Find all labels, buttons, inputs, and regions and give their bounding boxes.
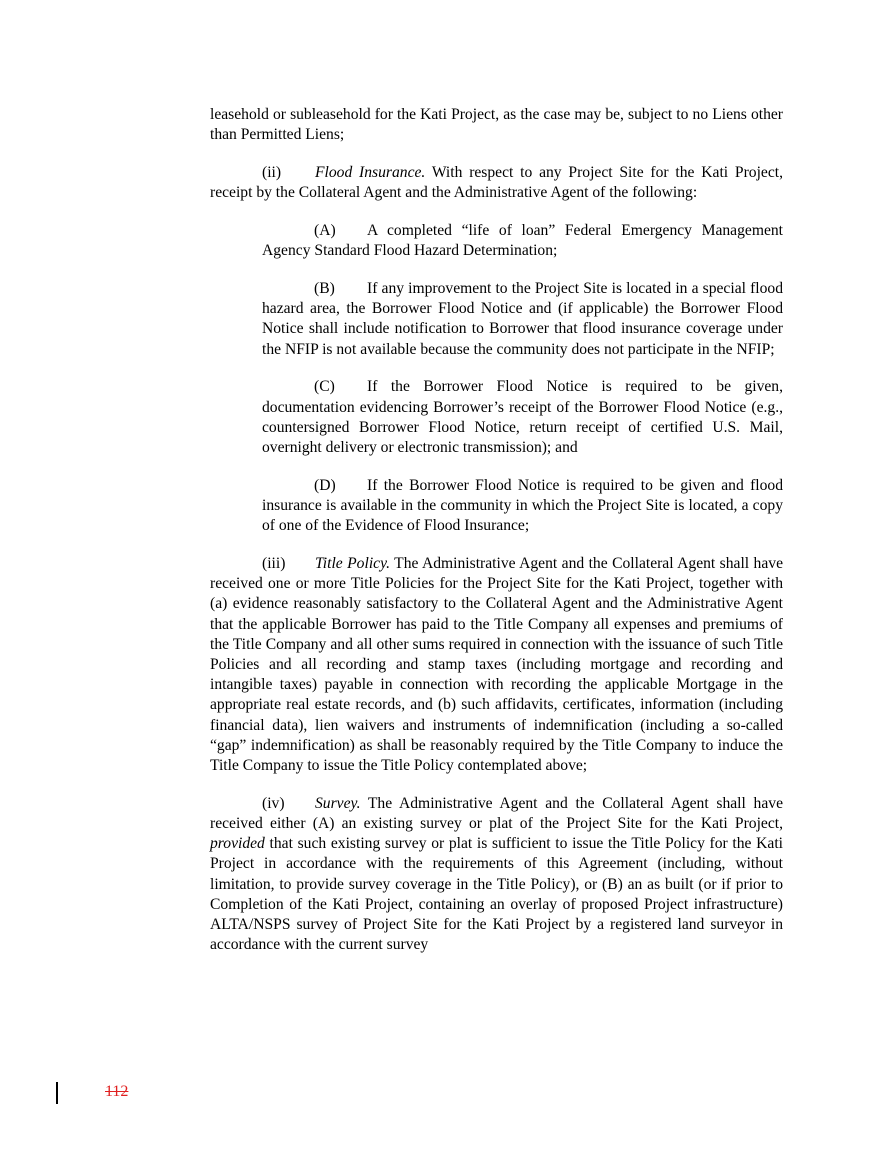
paragraph-A (262, 221, 783, 261)
document-body (210, 105, 783, 973)
enumerator-ii: (ii) (262, 164, 282, 181)
paragraph-D (262, 476, 783, 537)
paragraph-text: If any improvement to the Project Site is located in a special flood hazard area, the Borrower Flood Notice and (if applicable) the Borrower Flood Notice shall include notification to Borrower that flood insurance coverage under the NFIP is not available because the community does not participate in the NFIP; (262, 280, 783, 358)
enumerator-iv: (iv) (262, 794, 285, 812)
enumerator-D: (D) (314, 476, 336, 494)
paragraph-text: The Administrative Agent and the Collateral Agent shall have received either (A) an existing survey or plat of the Project Site for the Kati Project, (210, 794, 783, 833)
enumerator-A: (A) (314, 222, 336, 239)
paragraph-text: The Administrative Agent and the Collateral Agent shall have received one or more Title Policies for the Project Site for the Kati Project, together with (a) evidence reasonably satisfactory to the Collateral Agent and the Administrative Agent that the applicable Borrower has paid to the Title Company all expenses and premiums of the Title Company and all other sums required in connection with the issuance of such Title Policies and all recording and stamp taxes (including mortgage and recording and intangible taxes) payable in connection with recording the applicable Mortgage in the appropriate real estate records, and (b) such affidavits, certificates, information (including financial data), lien waivers and instruments of indemnification (including a so-called “gap” indemnification) as shall be reasonably required by the Title Company to induce the Title Company to issue the Title Policy contemplated above; (210, 555, 783, 775)
enumerator-C: (C) (314, 378, 335, 396)
paragraph-text: If the Borrower Flood Notice is required to be given and flood insurance is available in the community in which the Project Site is located, a copy of one of the Evidence of Flood Insurance; (262, 476, 783, 535)
paragraph-title-policy (210, 554, 783, 776)
paragraph-text: If the Borrower Flood Notice is required to be given, documentation evidencing Borrower’s receipt of the Borrower Flood Notice (e.g., countersigned Borrower Flood Notice, return receipt of certified U.S. Mail, overnight delivery or electronic transmission); and (262, 378, 783, 457)
paragraph-text: A completed “life of loan” Federal Emergency Management Agency Standard Flood Hazard Determination; (262, 222, 783, 260)
paragraph-survey (210, 794, 783, 956)
enumerator-B: (B) (314, 280, 335, 297)
heading-title-policy: Title Policy. (315, 555, 391, 573)
page-number: 112 (105, 1083, 129, 1100)
paragraph-text: that such existing survey or plat is sufficient to issue the Title Policy for the Kati Project in accordance with the requirements of this Agreement (including, without limitation, to provide survey coverage in the Title Policy), or (B) an as built (or if prior to Completion of the Kati Project, containing an overlay of proposed Project infrastructure) ALTA/NSPS survey of Project Site for the Kati Project by a registered land surveyor in accordance with the current survey (210, 835, 783, 954)
paragraph-flood-insurance (210, 163, 783, 203)
enumerator-iii: (iii) (262, 555, 286, 573)
paragraph-text: leasehold or subleasehold for the Kati Project, as the case may be, subject to no Liens other than Permitted Liens; (210, 106, 783, 144)
paragraph-lien-continuation (210, 105, 783, 145)
paragraph-text: With respect to any Project Site for the Kati Project, receipt by the Collateral Agent and the Administrative Agent of the following: (210, 164, 783, 202)
paragraph-B (262, 279, 783, 360)
paragraph-C (262, 377, 783, 458)
provided-term: provided (210, 835, 265, 853)
change-bar (56, 1082, 58, 1104)
heading-survey: Survey. (315, 794, 361, 812)
heading-flood-insurance: Flood Insurance. (315, 164, 426, 181)
